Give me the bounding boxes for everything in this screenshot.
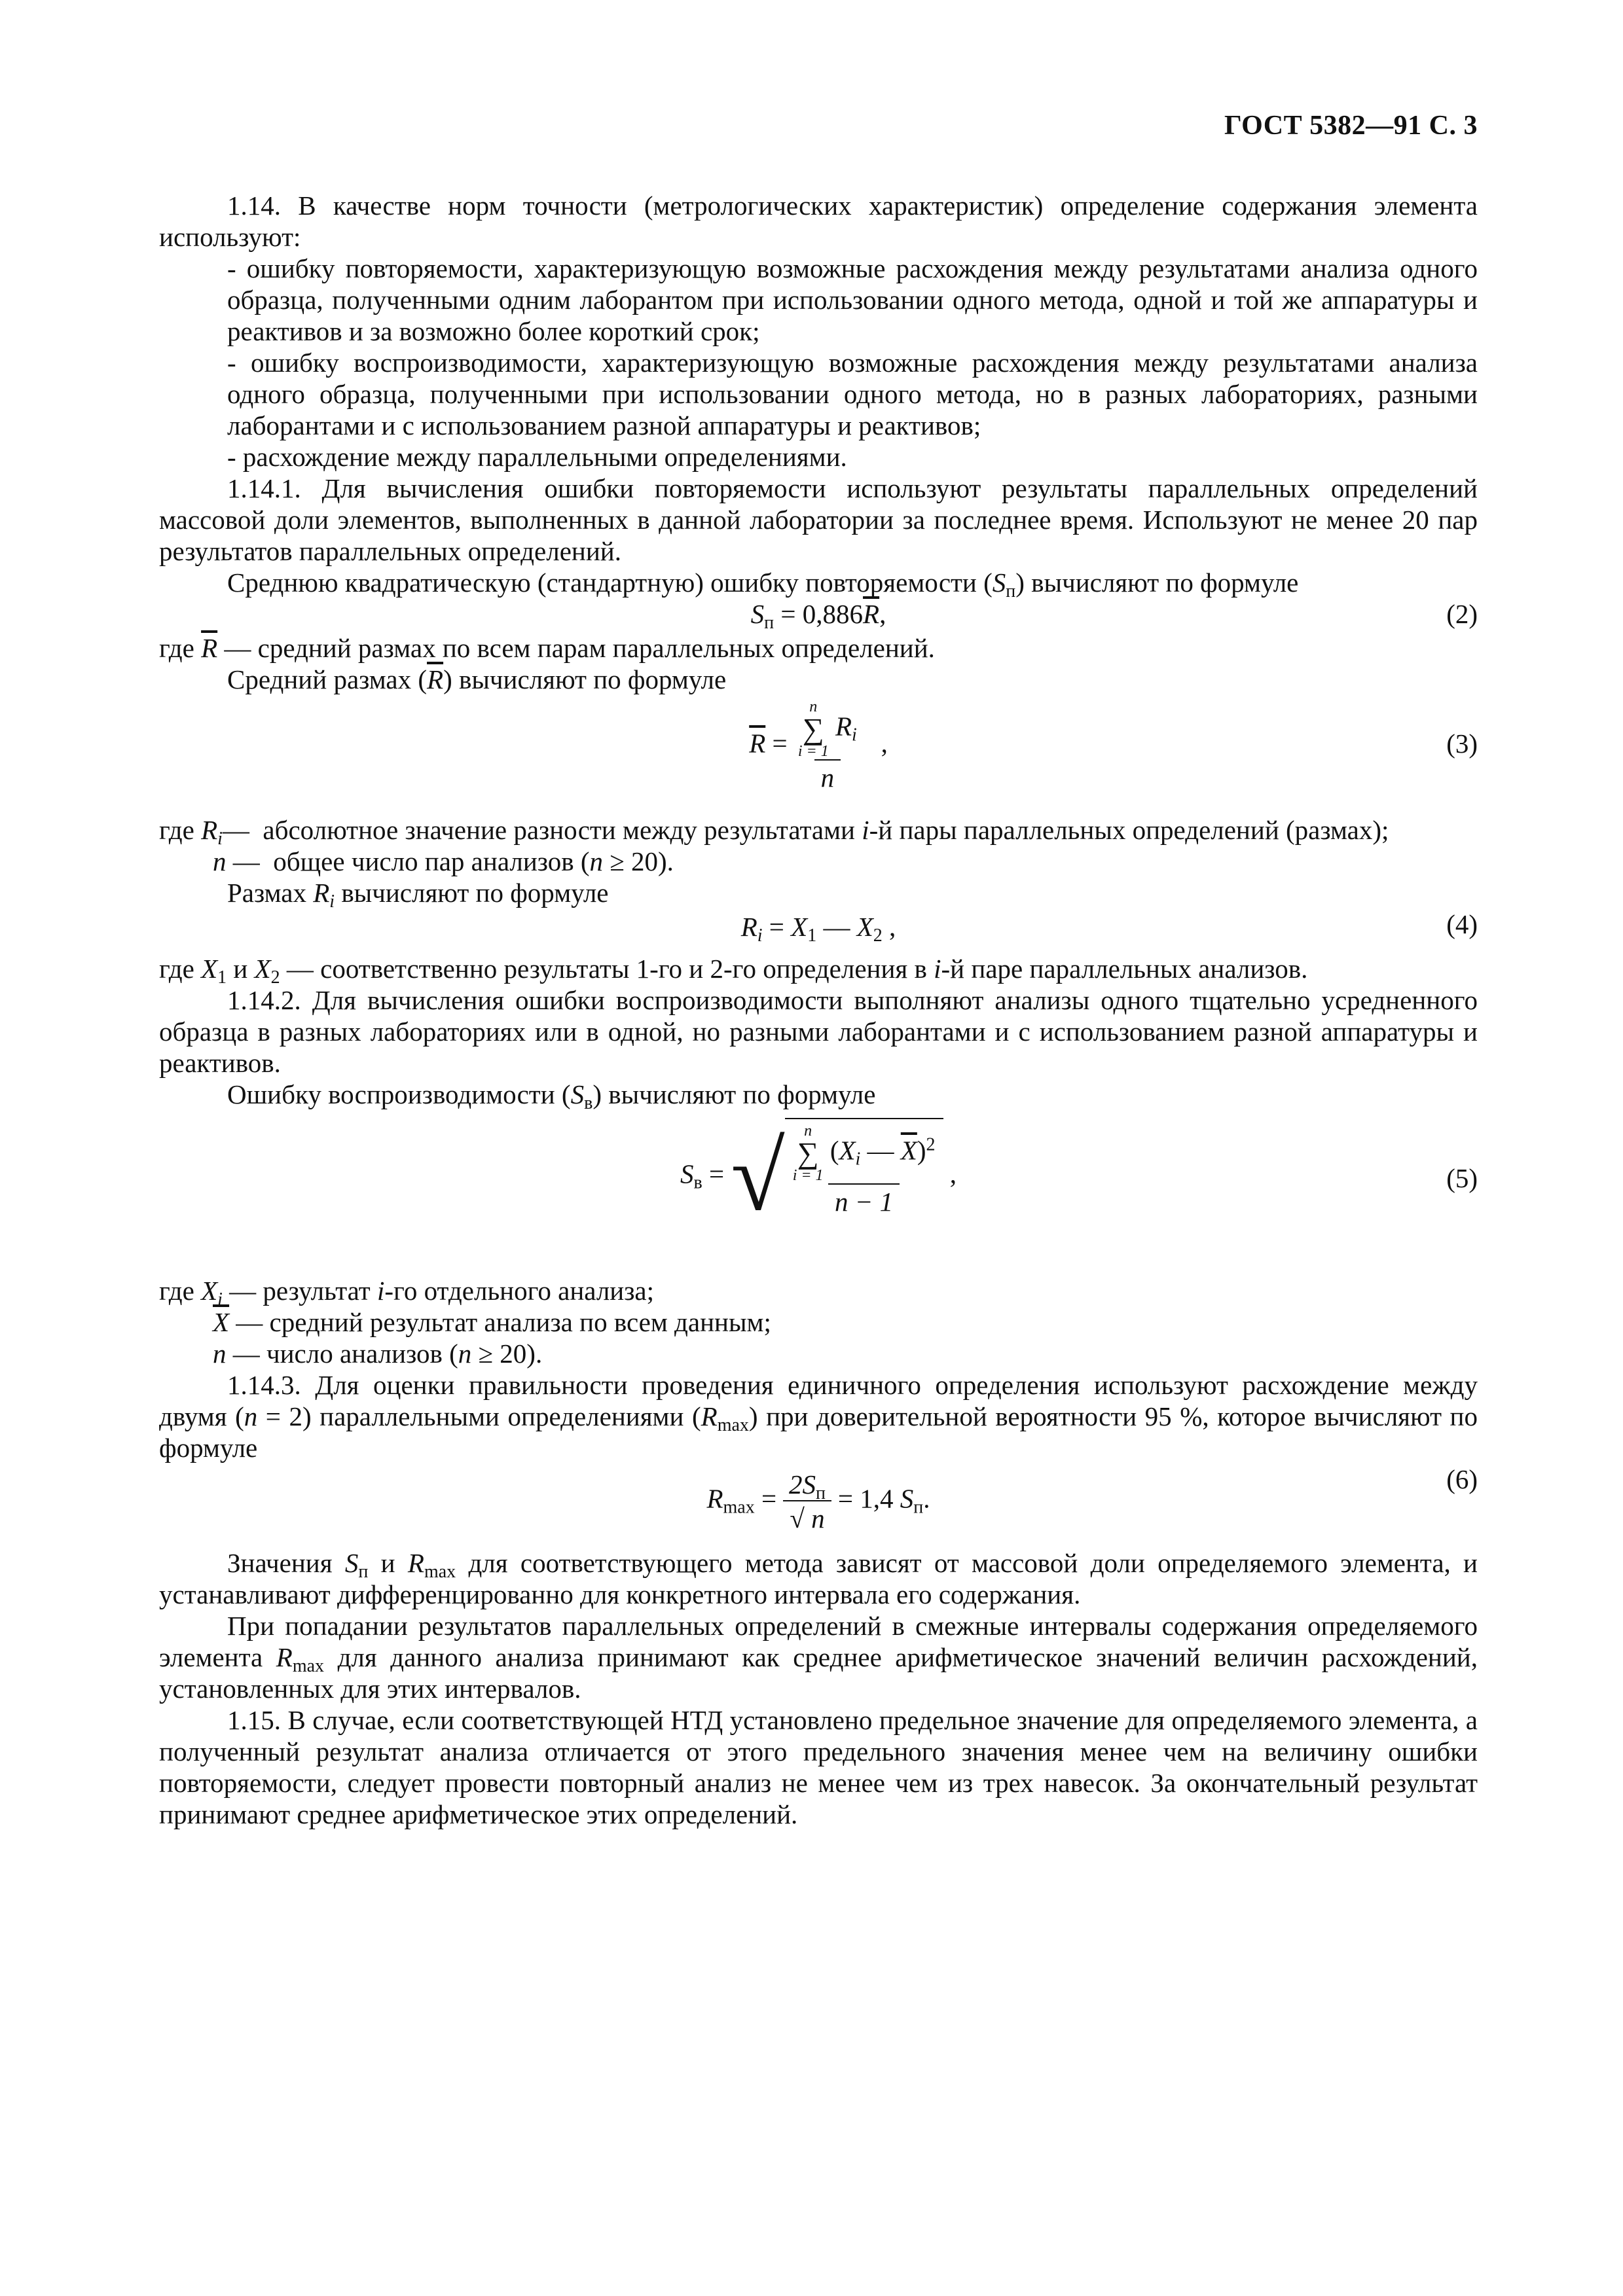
paragraph-1-15: 1.15. В случае, если соответствующей НТД установлено предельное значение для определяемого элемента, а полученный результат анализа отличается от этого предельного значения менее чем на величину ошибки повторяемости, следует провести повторный анализ не менее чем из трех навесок. За окончательный результат принимают среднее арифметическое этих определений. bbox=[159, 1705, 1478, 1829]
list-item-divergence: - расхождение между параллельными определениями. bbox=[227, 442, 847, 472]
paragraph-values: Значения $S_п$ и $R_{max}$ для соответствующего метода зависят от массовой доли определяемого элемента, и устанавливают дифференцированно для конкретного интервала его содержания. bbox=[159, 1548, 1478, 1609]
where-n: n — общее число пар анализов (n ≥ 20). bbox=[213, 846, 674, 876]
paragraph-stdev: Среднюю квадратическую (стандартную) ошибку повторяемости $(S_п)$ вычисляют по формуле bbox=[227, 567, 1299, 601]
paragraph-adjacent-intervals: При попадании результатов параллельных определений в смежные интервалы содержания определяемого элемента $R_{max}$ для данного анализа принимают как среднее арифметическое значений величин расхождений, установленных для этих интервалов. bbox=[159, 1611, 1478, 1704]
equation-number: (6) bbox=[1446, 1464, 1478, 1494]
where-x-bar: $\overline{X}$ — средний результат анализа по всем данным; bbox=[213, 1307, 771, 1337]
page-body bbox=[159, 190, 1478, 1830]
formula-4: $R_i = X_1$ — $X_2$ , (4) bbox=[740, 909, 1478, 946]
paragraph-reproducibility: Ошибку воспроизводимости $(S_в)$ вычисляют по формуле bbox=[227, 1079, 876, 1113]
paragraph-mean-range: Средний размах $(\overline{R})$ вычисляют по формуле bbox=[227, 664, 727, 694]
paragraph-range-ri: Размах $R_i$ вычисляют по формуле bbox=[227, 878, 609, 912]
equation-number: (3) bbox=[1446, 728, 1478, 759]
paragraph-1-14: 1.14. В качестве норм точности (метрологических характеристик) определение содержания элемента используют: bbox=[159, 190, 1478, 252]
where-x1-x2: где $X_1$ и $X_2$ — соответственно результаты 1-го и 2-го определения в i-й паре параллельных анализов. bbox=[159, 954, 1308, 988]
formula-6: $R_{max}$ = $\frac{2S_п}{√ n}$ = 1,4 $S_п$. (6) bbox=[706, 1464, 1478, 1534]
formula-5: $S_в$ = √ n ∑ i = 1 ($X_i$ — $\overline{X})^2$ n − 1 , (5) bbox=[159, 1110, 1478, 1275]
where-r-bar: где $\overline{R}$ — средний размах по всем парам параллельных определений. bbox=[159, 633, 935, 663]
paragraph-1-14-3: 1.14.3. Для оценки правильности проведения единичного определения используют расхождение между двумя (n = 2) параллельными определениями $(R_{max})$ при доверительной вероятности 95 %, которое вычисляют по формуле bbox=[159, 1370, 1478, 1463]
running-title: ГОСТ 5382—91 С. 3 bbox=[1224, 111, 1478, 141]
equation-number: (2) bbox=[1446, 599, 1478, 629]
where-xi: где $X_i$ — результат i-го отдельного анализа; bbox=[159, 1276, 655, 1310]
list-item-repeatability: - ошибку повторяемости, характеризующую возможные расхождения между результатами анализа одного образца, полученными одним лаборантом при использовании одного метода, одной и той же аппаратуры и реактивов и за возможно более короткий срок; bbox=[227, 253, 1478, 346]
formula-2: $S_п = 0,886\overline{R}$, (2) bbox=[750, 599, 1478, 633]
equation-number: (5) bbox=[1446, 1163, 1478, 1193]
paragraph-1-14-1: 1.14.1. Для вычисления ошибки повторяемости используют результаты параллельных определений массовой доли элементов, выполненных в данной лаборатории за последнее время. Используют не менее 20 пар результатов параллельных определений. bbox=[159, 473, 1478, 566]
where-ri: где $R_i—$ абсолютное значение разности между результатами i-й пары параллельных определений (размах); bbox=[159, 815, 1389, 849]
where-n-count: n — число анализов (n ≥ 20). bbox=[213, 1338, 543, 1369]
equation-number: (4) bbox=[1446, 909, 1478, 939]
paragraph-1-14-2: 1.14.2. Для вычисления ошибки воспроизводимости выполняют анализы одного тщательно усредненного образца в разных лабораториях или в одной, но разными лаборантами и с использованием разной аппаратуры и реактивов. bbox=[159, 985, 1478, 1078]
formula-3: $\overline{R}$ = n ∑ i = 1 $R_i$ n , (3) bbox=[749, 698, 1478, 793]
list-item-reproducibility: - ошибку воспроизводимости, характеризующую возможные расхождения между результатами анализа одного образца, полученными при использовании одного метода, но в разных лабораториях, разными лаборантами и с использованием разной аппаратуры и реактивов; bbox=[227, 348, 1478, 440]
